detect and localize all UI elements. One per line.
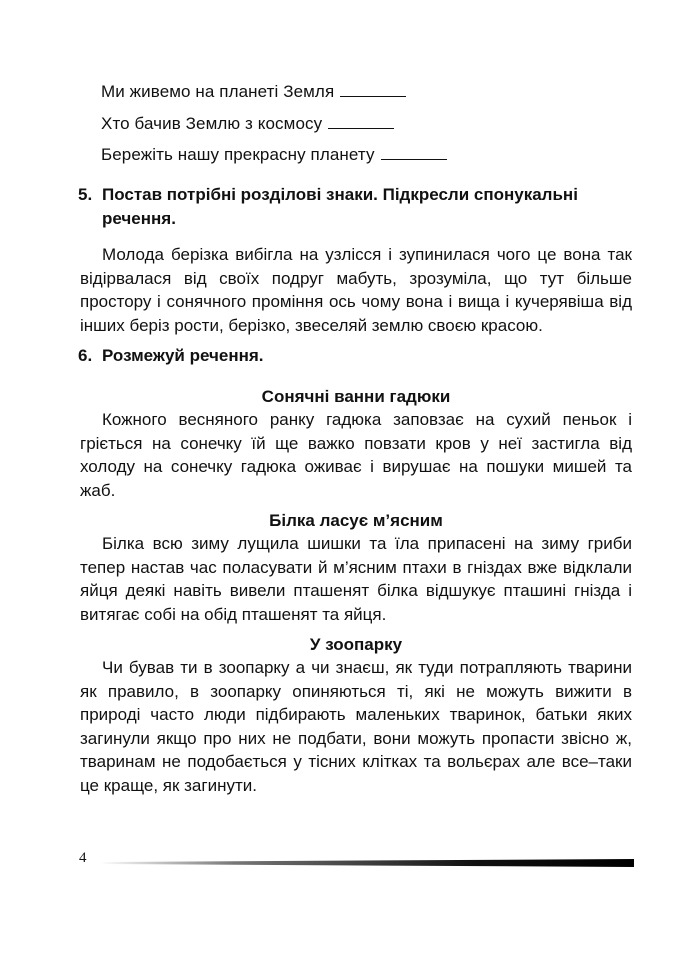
task-6-heading [78,344,264,368]
question-text: Бережіть нашу прекрасну планету [101,145,375,164]
story-text: Білка всю зиму лущила шишки та їла припасені на зиму гриби тепер настав час поласувати й м’ясним птахи в гніздах вже відклали яйця деякі навіть вивели пташенят білка відшукує пташині гнізда і витягає собі на обід пташенят та яйця. [80,534,632,624]
question-line [101,144,447,166]
task-number: 5. [78,185,93,204]
task-number: 6. [78,346,93,365]
story-text: Чи бував ти в зоопарку а чи знаєш, як туди потрапляють тварини як правило, в зоопарку опиняються ті, які не можуть вижити в природі часто люди підбирають маленьких тваринок, батьки яких загинули якщо про них не подбати, вони можуть пропасти звісно ж, тваринам не подобається у тісних клітках та вольєрах але все–таки це краще, як загинути. [80,658,632,795]
question-line [101,113,394,135]
story-text: Кожного весняного ранку гадюка заповзає на сухий пеньок і гріється на сонечку їй ще важко повзати кров у неї застигла від холоду на сонечку гадюка оживає і вирушає на пошуки мишей та жаб. [80,410,632,500]
task-instruction: Розмежуй речення. [102,346,264,365]
answer-blank [381,145,447,160]
task-5-heading [78,183,638,231]
task-instruction: Постав потрібні розділові знаки. Підкресли спонукальні [102,185,578,204]
story-title: У зоопарку [309,635,403,654]
story-title: Сонячні ванни гадюки [261,387,451,406]
question-line [101,81,406,103]
page-number: 4 [79,850,87,866]
question-text: Хто бачив Землю з космосу [101,114,323,133]
task-5-text: Молода берізка вибігла на узлісся і зупинилася чого це вона так відірвалася від своїх подруг мабуть, зрозуміла, що тут більше простору і сонячного проміння ось чому вона і вища і кучерявіша від інших беріз рости, берізко, звеселяй землю своєю красою. [80,245,632,335]
question-text: Ми живемо на планеті Земля [101,82,335,101]
answer-blank [340,82,406,97]
answer-blank [328,114,394,129]
task-instruction-cont: речення. [102,209,176,228]
story-title: Білка ласує м’ясним [269,511,443,530]
footer-divider [100,857,634,869]
